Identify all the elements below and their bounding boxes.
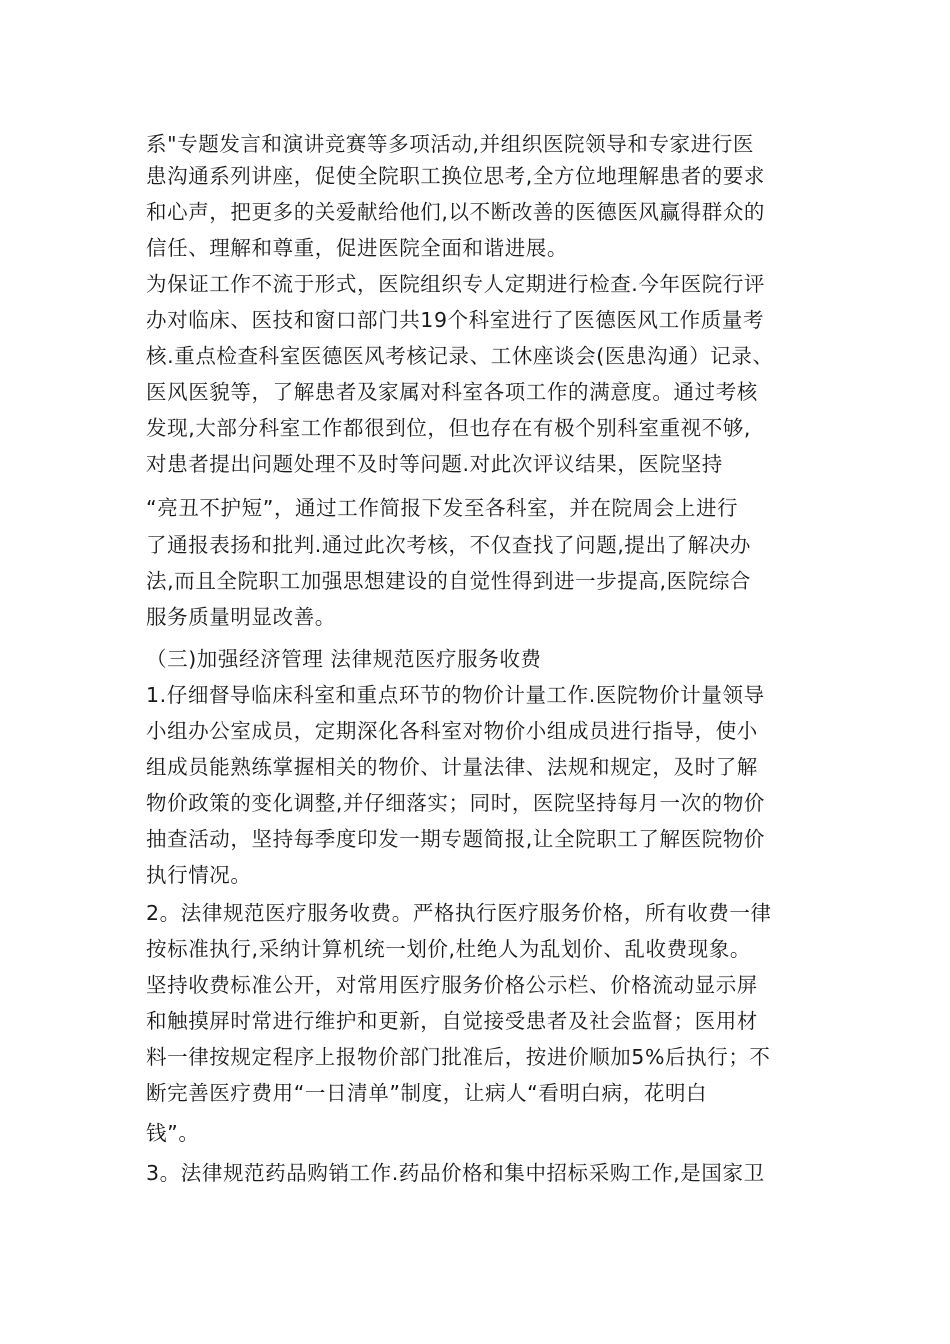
text-line: 物价政策的变化调整,并仔细落实；同时，医院坚持每月一次的物价	[146, 791, 766, 815]
text-line: 对患者提出问题处理不及时等问题.对此次评议结果，医院坚持	[146, 452, 723, 476]
text-line: 为保证工作不流于形式，医院组织专人定期进行检查.今年医院行评	[146, 272, 766, 296]
text-line: 3。法律规范药品购销工作.药品价格和集中招标采购工作,是国家卫	[146, 1161, 765, 1185]
text-line: 2。法律规范医疗服务收费。严格执行医疗服务价格，所有收费一律	[146, 901, 772, 925]
text-line: 办对临床、医技和窗口部门共19个科室进行了医德医风工作质量考	[146, 308, 765, 332]
text-line: 医风医貌等，了解患者及家属对科室各项工作的满意度。通过考核	[146, 380, 758, 404]
text-line: 坚持收费标准公开，对常用医疗服务价格公示栏、价格流动显示屏	[146, 973, 758, 997]
text-line: 和触摸屏时常进行维护和更新，自觉接受患者及社会监督；医用材	[146, 1009, 758, 1033]
text-line: 组成员能熟练掌握相关的物价、计量法律、法规和规定，及时了解	[146, 755, 758, 779]
text-line: 信任、理解和尊重，促进医院全面和谐进展。	[146, 236, 568, 260]
text-line: 服务质量明显改善。	[146, 605, 336, 629]
text-line: 了通报表扬和批判.通过此次考核，不仅查找了问题,提出了解决办	[146, 533, 752, 557]
text-line: 钱”。	[146, 1121, 200, 1145]
section-heading: （三)加强经济管理 法律规范医疗服务收费	[146, 647, 542, 671]
text-line: 抽查活动，坚持每季度印发一期专题简报,让全院职工了解医院物价	[146, 827, 766, 851]
text-line: 按标准执行,采纳计算机统一划价,杜绝人为乱划价、乱收费现象。	[146, 937, 752, 961]
text-line: 患沟通系列讲座，促使全院职工换位思考,全方位地理解患者的要求	[146, 164, 766, 188]
text-line: 断完善医疗费用“一日清单”制度，让病人“看明白病，花明白	[146, 1081, 708, 1105]
text-line: “亮丑不护短”，通过工作简报下发至各科室，并在院周会上进行	[146, 496, 739, 520]
text-line: 发现,大部分科室工作都很到位，但也存在有极个别科室重视不够,	[146, 416, 752, 440]
text-line: 小组办公室成员，定期深化各科室对物价小组成员进行指导，使小	[146, 719, 758, 743]
text-line: 和心声，把更多的关爱献给他们,以不断改善的医德医风赢得群众的	[146, 200, 766, 224]
text-line: 法,而且全院职工加强思想建设的自觉性得到进一步提高,医院综合	[146, 569, 752, 593]
text-line: 系"专题发言和演讲竞赛等多项活动,并组织医院领导和专家进行医	[146, 132, 754, 156]
text-line: 核.重点检查科室医德医风考核记录、工休座谈会(医患沟通）记录、	[146, 344, 774, 368]
text-line: 执行情况。	[146, 863, 252, 887]
text-line: 1.仔细督导临床科室和重点环节的物价计量工作.医院物价计量领导	[146, 683, 765, 707]
text-line: 料一律按规定程序上报物价部门批准后，按进价顺加5%后执行；不	[146, 1045, 771, 1069]
